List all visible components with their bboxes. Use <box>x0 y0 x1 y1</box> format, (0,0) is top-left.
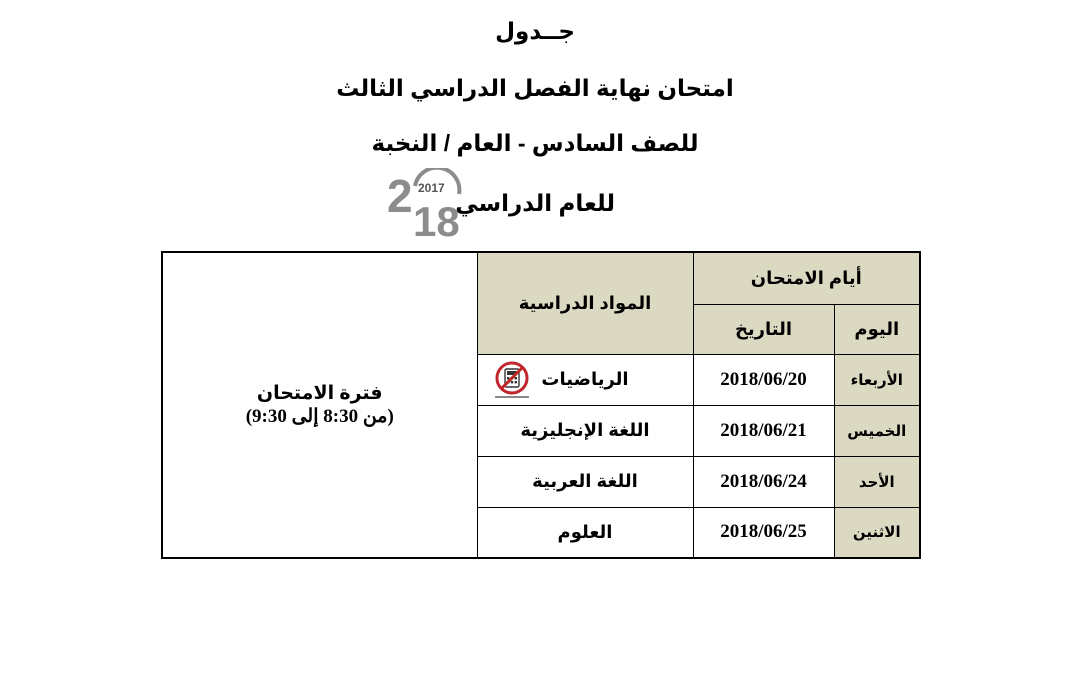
exam-schedule-table <box>161 251 921 559</box>
row-date: 2018/06/24 <box>693 456 834 507</box>
row-day: الأربعاء <box>834 354 920 405</box>
subjects-header: المواد الدراسية <box>477 252 693 354</box>
exam-period-time: (من 8:30 إلى 9:30) <box>245 406 394 427</box>
day-header: اليوم <box>834 304 920 354</box>
row-date: 2018/06/21 <box>693 405 834 456</box>
exam-period-label: فترة الامتحان <box>256 383 383 404</box>
logo-small-year: 2017 <box>418 181 445 195</box>
row-subject <box>477 354 693 405</box>
row-subject: العلوم <box>477 507 693 558</box>
academic-year-line <box>385 168 685 238</box>
row-day: الأحد <box>834 456 920 507</box>
row-day: الاثنين <box>834 507 920 558</box>
calculator-prohibited-icon <box>493 361 531 401</box>
row-subject: اللغة الإنجليزية <box>477 405 693 456</box>
title-line-3: للصف السادس - العام / النخبة <box>371 130 699 156</box>
row-date: 2018/06/25 <box>693 507 834 558</box>
academic-year-label: للعام الدراسي <box>455 190 615 216</box>
row-subject-label: الرياضيات <box>541 369 629 389</box>
exam-days-header: أيام الامتحان <box>693 252 920 304</box>
logo-digit-2: 2 <box>387 170 413 222</box>
title-line-2: امتحان نهاية الفصل الدراسي الثالث <box>336 75 734 101</box>
row-day: الخميس <box>834 405 920 456</box>
title-line-1: جــدول <box>495 18 575 44</box>
exam-period-cell <box>162 252 477 558</box>
row-date: 2018/06/20 <box>693 354 834 405</box>
date-header: التاريخ <box>693 304 834 354</box>
row-subject: اللغة العربية <box>477 456 693 507</box>
logo-digits-18: 18 <box>413 198 460 238</box>
year-2018-logo-icon <box>385 168 467 238</box>
